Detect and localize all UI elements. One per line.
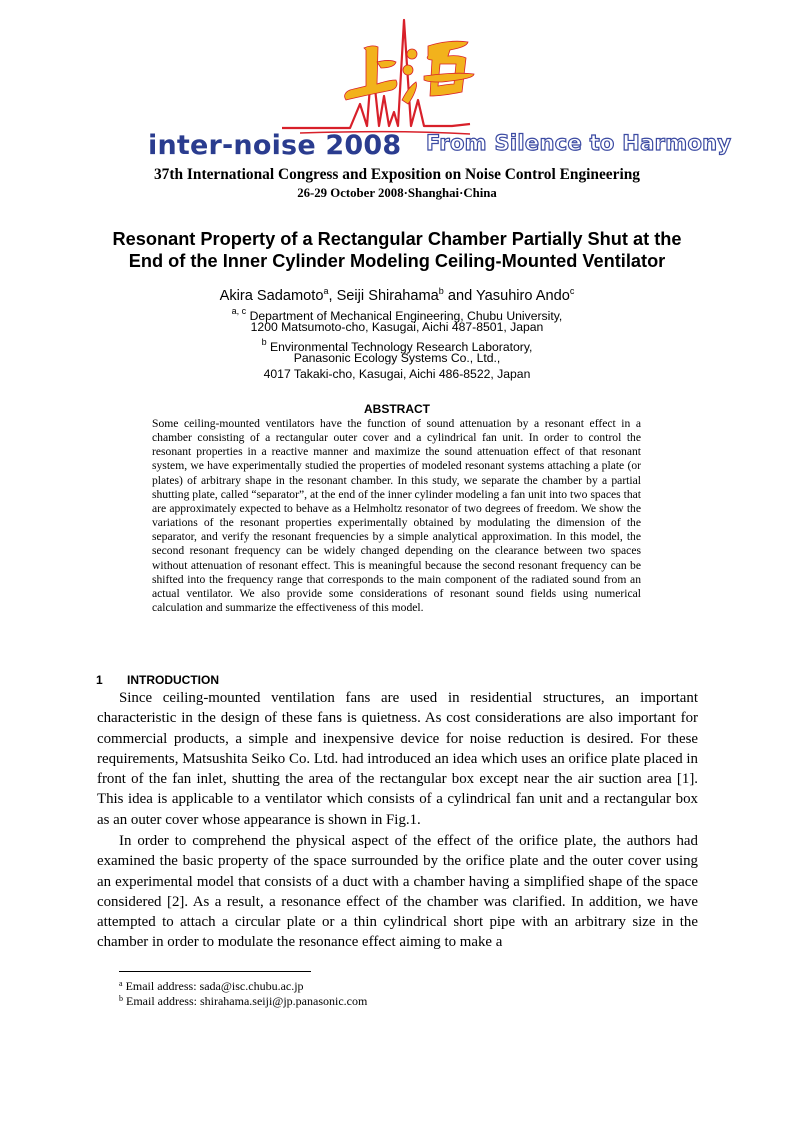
conference-title: 37th International Congress and Exposition on Noise Control Engineering	[153, 166, 640, 183]
affiliation-line	[0, 351, 794, 367]
author-separator: ,	[328, 288, 337, 304]
conference-date: 26-29 October 2008·Shanghai·China	[297, 186, 497, 200]
footnote-rule	[119, 971, 311, 972]
footnote-mark: b	[119, 994, 123, 1003]
affiliation-text: 4017 Takaki-cho, Kasugai, Aichi 486-8522, Japan	[263, 367, 531, 381]
footnote-a	[119, 979, 304, 994]
affiliation-text: Department of Mechanical Engineering, Chubu University,	[249, 309, 563, 323]
footnote-mark: a	[119, 979, 123, 988]
body-paragraph-2: In order to comprehend the physical aspect of the effect of the orifice plate, the authors had examined the basic property of the space surrounded by the orifice plate and the outer cover using an experimental model that consists of a duct with a chamber having a simplified shape of the space considered [2]. As a result, a resonance effect of the chamber was clarified. In addition, we have attempted to attach a circular plate or a thin cylindrical short pipe with an arbitrary size in the chamber in order to modulate the resonance effect aiming to make a	[97, 833, 698, 951]
author-separator: and	[443, 288, 477, 304]
abstract-text: Some ceiling-mounted ventilators have the function of sound attenuation by a resonant effect in a chamber consisting of a rectangular outer cover and a cylindrical fan unit. In order to control the resonant properties in a reactive manner and maximize the sound attenuation effect of that resonant system, we have experimentally studied the properties of modeled resonant systems attaching a plate (or plates) of arbitrary shape in the resonant chamber. In this study, we separate the chamber by a partial shutting plate, called “separator”, at the end of the inner cylinder modeling a fan unit into two spaces that are approximately expected to behave as a Helmholtz resonator of two degrees of freedom. We show the variations of the resonant properties experimentally obtained by modulating the dimension of the separator, and verify the resonant frequencies by a simple analytical approximation. In this model, the second resonant frequency can be widely changed depending on the clearance between two spaces without attenuation of resonant effect. This is meaningful because the second resonant frequency can be shifted into the frequency range that corresponds to the main component of the radiated sound from an actual ventilator. We also provide some considerations of resonant sound fields using numerical calculation and summarize the effectiveness of this model.	[152, 417, 641, 615]
author-mark: c	[569, 286, 575, 296]
author-list	[0, 286, 794, 304]
author-name: Akira Sadamoto	[219, 288, 324, 304]
affiliation-text: Panasonic Ecology Systems Co., Ltd.,	[293, 351, 501, 365]
footnote-text: Email address: shirahama.seiji@jp.panasonic.com	[126, 994, 368, 1008]
logo-calligraphy-shang	[345, 46, 397, 100]
logo-slogan: From Silence to Harmony	[426, 131, 732, 155]
author-name: Seiji Shirahama	[336, 288, 439, 304]
section-heading	[96, 673, 219, 687]
footnote-text: Email address: sada@isc.chubu.ac.jp	[125, 979, 304, 993]
affiliation-text: 1200 Matsumoto-cho, Kasugai, Aichi 487-8501, Japan	[250, 320, 544, 334]
logo-name: inter-noise 2008	[148, 130, 402, 161]
section-number: 1	[96, 673, 103, 687]
affiliation-text: Environmental Technology Research Laboratory,	[270, 340, 533, 354]
author-mark: b	[438, 286, 444, 296]
abstract-heading: ABSTRACT	[364, 402, 430, 416]
affiliation-mark: b	[261, 337, 267, 347]
author-mark: a	[323, 286, 329, 296]
author-name: Yasuhiro Ando	[476, 288, 570, 304]
conference-logo	[0, 0, 794, 170]
paper-title-line-2: End of the Inner Cylinder Modeling Ceiling-Mounted Ventilator	[128, 251, 666, 271]
affiliation-mark: a, c	[231, 306, 247, 316]
section-title: INTRODUCTION	[127, 673, 219, 687]
footnote-b	[119, 994, 367, 1009]
affiliation-line	[0, 367, 794, 383]
body-paragraph-1: Since ceiling-mounted ventilation fans are used in residential structures, an important characteristic in the design of these fans is quietness. As cost considerations are also important for commercial products, a simple and inexpensive device for noise reduction is desired. For these requirements, Matsushita Seiko Co. Ltd. had introduced an idea which uses an orifice plate placed in front of the fan inlet, shutting the area of the rectangular box except near the air suction area [1]. This idea is applicable to a ventilator which consists of a cylindrical fan unit and a rectangular box as an outer cover whose appearance is shown in Fig.1.	[97, 690, 698, 828]
paper-title-line-1: Resonant Property of a Rectangular Chamber Partially Shut at the	[112, 229, 682, 249]
affiliation-line	[0, 320, 794, 336]
logo-calligraphy-hai	[402, 41, 474, 104]
paper-title	[60, 228, 734, 272]
